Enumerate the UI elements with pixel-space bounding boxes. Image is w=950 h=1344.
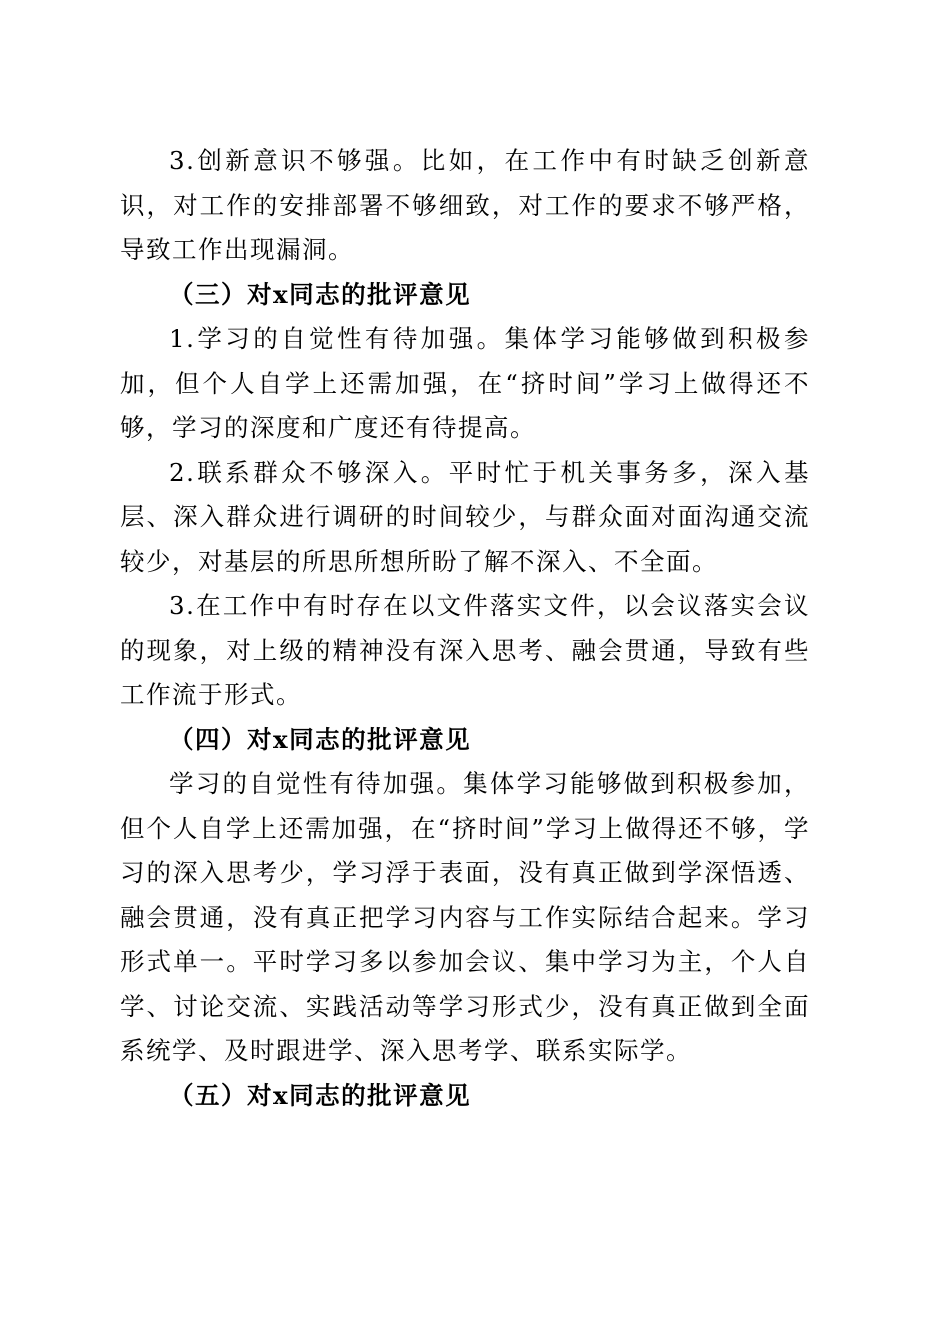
paragraph-study-self-awareness: 1.学习的自觉性有待加强。集体学习能够做到积极参加，但个人自学上还需加强，在“挤时间”学习上做得还不够，学习的深度和广度还有待提高。 [120, 324, 810, 442]
paragraph-contact-masses: 2.联系群众不够深入。平时忙于机关事务多，深入基层、深入群众进行调研的时间较少，与群众面对面沟通交流较少，对基层的所思所想所盼了解不深入、不全面。 [120, 457, 810, 576]
paragraph-study-depth: 学习的自觉性有待加强。集体学习能够做到积极参加，但个人自学上还需加强，在“挤时间”学习上做得还不够，学习的深入思考少，学习浮于表面，没有真正做到学深悟透、融会贯通，没有真正把学习内容与工作实际结合起来。学习形式单一。平时学习多以参加会议、集中学习为主，个人自学、讨论交流、实践活动等学习形式少，没有真正做到全面系统学、及时跟进学、深入思考学、联系实际学。 [120, 769, 810, 1065]
paragraph-innovation: 3.创新意识不够强。比如，在工作中有时缺乏创新意识，对工作的安排部署不够细致，对工作的要求不够严格，导致工作出现漏洞。 [120, 146, 810, 264]
section-heading-5: （五）对x同志的批评意见 [169, 1080, 472, 1110]
document-body [120, 139, 810, 1118]
section-heading-3: （三）对x同志的批评意见 [169, 279, 472, 309]
paragraph-formalism: 3.在工作中有时存在以文件落实文件，以会议落实会议的现象，对上级的精神没有深入思考、融会贯通，导致有些工作流于形式。 [120, 591, 810, 709]
section-heading-4: （四）对x同志的批评意见 [169, 724, 472, 754]
